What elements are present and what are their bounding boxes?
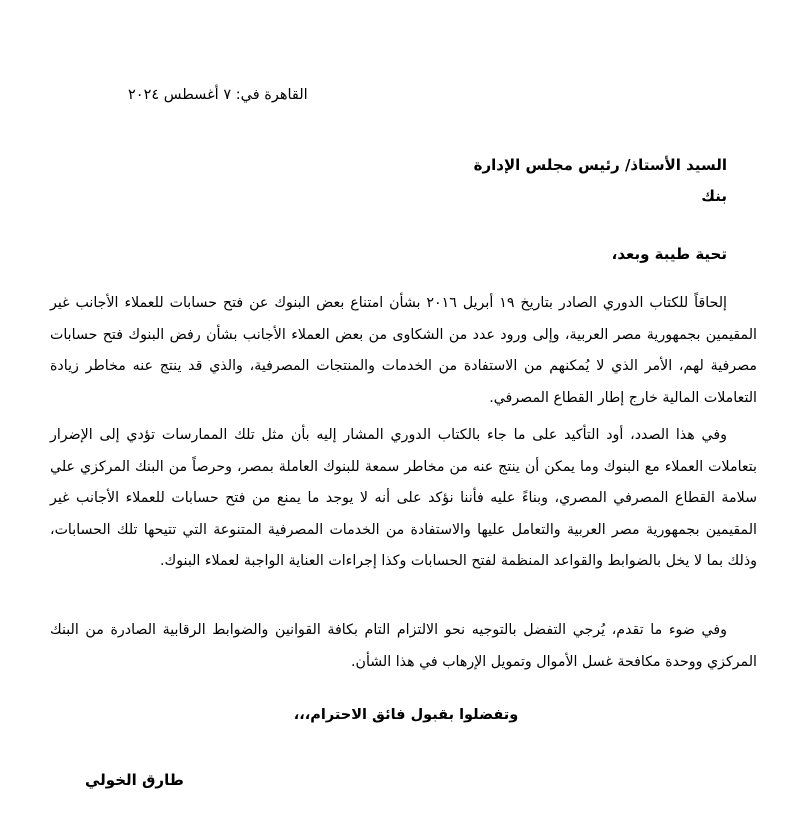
- paragraph-2: [50, 420, 757, 578]
- closing-line: وتفضلوا بقبول فائق الاحترام،،،: [293, 707, 519, 723]
- paragraph-text: إلحاقاً للكتاب الدوري الصادر بتاريخ ١٩ أبريل ٢٠١٦ بشأن امتناع بعض البنوك عن فتح حسابات للعملاء الأجانب غير المقيمين بجمهورية مصر العربية، وإلى ورود عدد من الشكاوى من بعض العملاء الأجانب بشأن رفض البنوك فتح حسابات مصرفية لهم، الأمر الذي لا يُمكنهم من الاستفادة من الخدمات والمنتجات المصرفية، والذي قد ينتج عنه مخاطر زيادة التعاملات المالية خارج إطار القطاع المصرفي.: [50, 295, 757, 406]
- paragraph-1: [50, 288, 757, 414]
- letter-date: القاهرة في: ٧ أغسطس ٢٠٢٤: [128, 87, 308, 103]
- paragraph-3: [50, 615, 757, 678]
- greeting: تحية طيبة وبعد،: [611, 245, 727, 263]
- paragraph-text: وفي هذا الصدد، أود التأكيد على ما جاء بالكتاب الدوري المشار إليه بأن مثل تلك الممارسات تؤدي إلى الإضرار بتعاملات العملاء مع البنوك وما يمكن أن ينتج عنه من مخاطر سمعة للبنوك العاملة بمصر، وحرصاً من البنك المركزي علي سلامة القطاع المصرفي المصري، وبناءً عليه فأننا نؤكد على أنه لا يوجد ما يمنع من فتح حسابات للعملاء الأجانب غير المقيمين بجمهورية مصر العربية والتعامل عليها والاستفادة من الخدمات المصرفية المتنوعة التي تتيحها تلك الحسابات، وذلك بما لا يخل بالضوابط والقواعد المنظمة لفتح الحسابات وكذا إجراءات العناية الواجبة لعملاء البنوك.: [50, 427, 757, 569]
- addressee-block: [474, 150, 727, 212]
- addressee-title: السيد الأستاذ/ رئيس مجلس الإدارة: [473, 156, 727, 174]
- signature-name: طارق الخولي: [85, 771, 184, 789]
- paragraph-text: وفي ضوء ما تقدم، يُرجي التفضل بالتوجيه نحو الالتزام التام بكافة القوانين والضوابط الرقابية الصادرة من البنك المركزي ووحدة مكافحة غسل الأموال وتمويل الإرهاب في هذا الشأن.: [50, 622, 757, 670]
- addressee-bank: بنك: [701, 187, 727, 205]
